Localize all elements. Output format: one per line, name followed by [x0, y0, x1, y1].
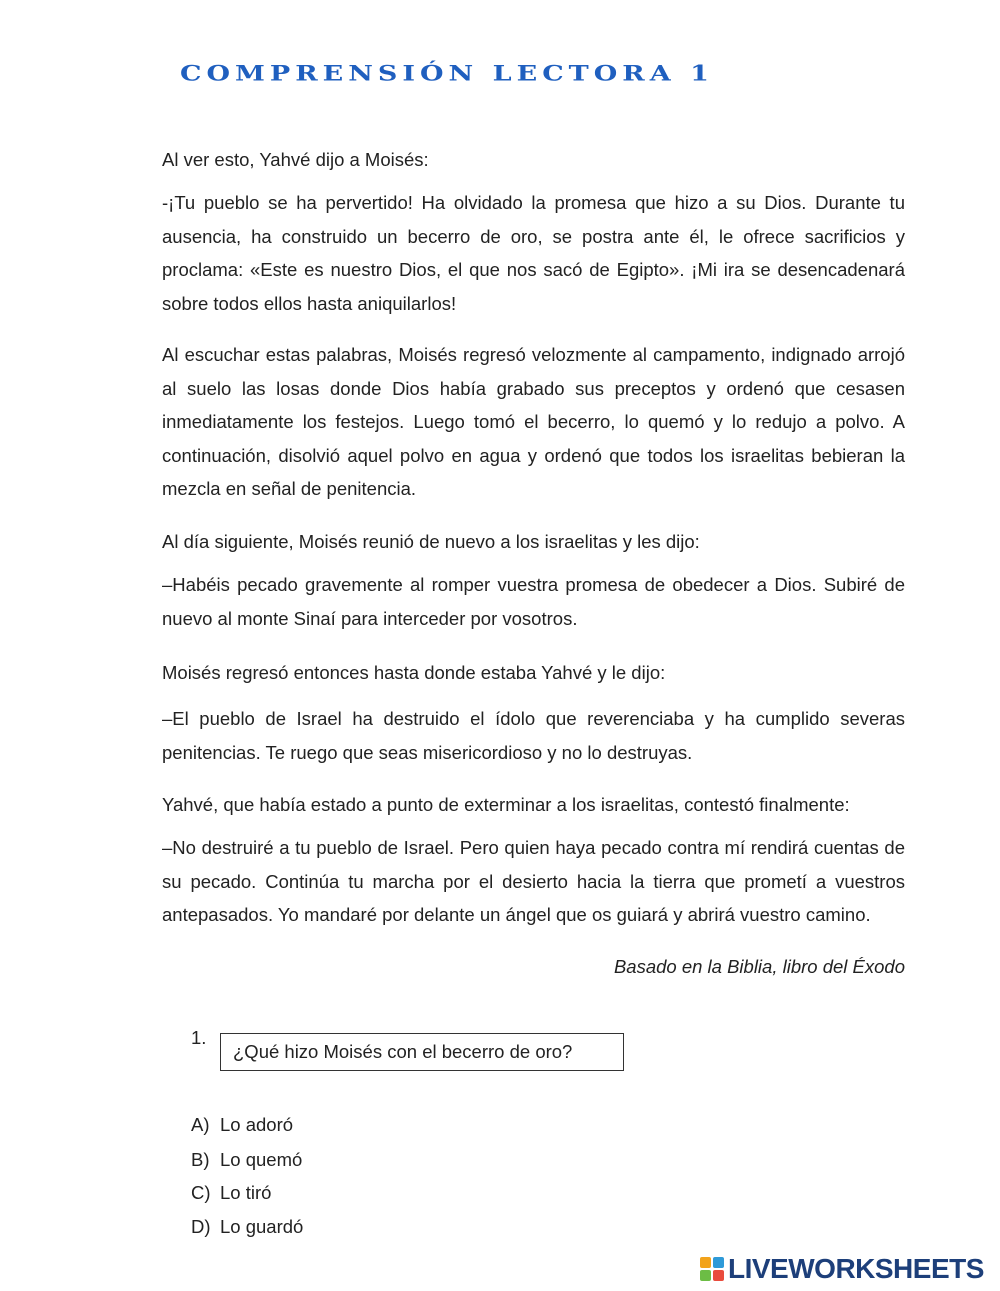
passage-paragraph-9: –No destruiré a tu pueblo de Israel. Pero quien haya pecado contra mí rendirá cuentas de su pecado. Continúa tu marcha por el desierto hacia la tierra que prometí a vuestros antepasados. Yo mandaré por delante un ángel que os guiará y abrirá vuestro camino.	[162, 837, 905, 925]
question-box	[220, 1033, 624, 1071]
option-letter: D)	[191, 1216, 211, 1237]
passage-paragraph-8: Yahvé, que había estado a punto de exterminar a los israelitas, contestó finalmente:	[162, 794, 850, 815]
liveworksheets-brand[interactable]	[700, 1253, 984, 1285]
option-letter: A)	[191, 1114, 210, 1135]
source-citation: Basado en la Biblia, libro del Éxodo	[613, 956, 905, 977]
passage-paragraph-6: Moisés regresó entonces hasta donde estaba Yahvé y le dijo:	[162, 662, 666, 683]
logo-square-1	[700, 1257, 711, 1268]
answer-option-b[interactable]	[191, 1149, 302, 1171]
liveworksheets-logo-icon	[700, 1257, 724, 1281]
answer-option-d[interactable]	[191, 1216, 303, 1238]
answer-option-c[interactable]	[191, 1182, 271, 1204]
option-text: Lo tiró	[220, 1182, 272, 1203]
option-letter: C)	[191, 1182, 211, 1203]
logo-square-2	[713, 1257, 724, 1268]
page-title: COMPRENSIÓN LECTORA 1	[180, 62, 714, 87]
option-text: Lo quemó	[220, 1149, 303, 1170]
passage-paragraph-5: –Habéis pecado gravemente al romper vuestra promesa de obedecer a Dios. Subiré de nuevo al monte Sinaí para interceder por vosotros.	[162, 574, 905, 629]
passage-paragraph-4: Al día siguiente, Moisés reunió de nuevo a los israelitas y les dijo:	[162, 531, 700, 552]
answer-option-a[interactable]	[191, 1114, 293, 1136]
question-number: 1.	[191, 1027, 207, 1048]
logo-square-4	[713, 1270, 724, 1281]
option-text: Lo guardó	[220, 1216, 304, 1237]
passage-paragraph-2: -¡Tu pueblo se ha pervertido! Ha olvidado la promesa que hizo a su Dios. Durante tu ausencia, ha construido un becerro de oro, se postra ante él, le ofrece sacrificios y proclama: «Este es nuestro Dios, el que nos sacó de Egipto». ¡Mi ira se desencadenará sobre todos ellos hasta aniquilarlos!	[162, 192, 905, 314]
brand-name: LIVEWORKSHEETS	[728, 1253, 984, 1284]
option-text: Lo adoró	[220, 1114, 294, 1135]
logo-square-3	[700, 1270, 711, 1281]
passage-paragraph-1: Al ver esto, Yahvé dijo a Moisés:	[162, 149, 429, 170]
passage-paragraph-3: Al escuchar estas palabras, Moisés regresó velozmente al campamento, indignado arrojó al suelo las losas donde Dios había grabado sus preceptos y ordenó que cesasen inmediatamente los festejos. Luego tomó el becerro, lo quemó y lo redujo a polvo. A continuación, disolvió aquel polvo en agua y ordenó que todos los israelitas bebieran la mezcla en señal de penitencia.	[162, 344, 905, 499]
passage-paragraph-7: –El pueblo de Israel ha destruido el ídolo que reverenciaba y ha cumplido severas penitencias. Te ruego que seas misericordioso y no lo destruyas.	[162, 708, 905, 763]
question-text: ¿Qué hizo Moisés con el becerro de oro?	[233, 1041, 573, 1062]
option-letter: B)	[191, 1149, 210, 1170]
